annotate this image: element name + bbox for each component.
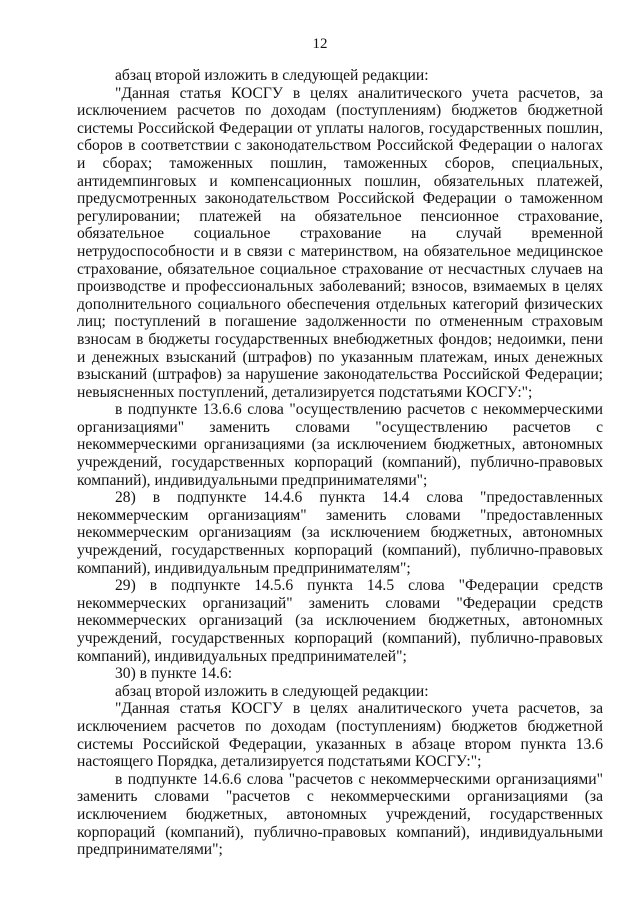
page-number: 12 [312,36,328,52]
document-body [77,67,603,859]
paragraph: "Данная статья КОСГУ в целях аналитического учета расчетов, за исключением расчетов по доходам (поступлениям) бюджетов бюджетной системы Российской Федерации от уплаты налогов, государственных пошлин, сборов в соответствии с законодательством Российской Федерации о налогах и сборах; таможенных пошлин, таможенных сборов, специальных, антидемпинговых и компенсационных пошлин, обязательных платежей, предусмотренных законодательством Российской Федерации о таможенном регулировании; платежей на обязательное пенсионное страхование, обязательное социальное страхование на случай временной нетрудоспособности и в связи с материнством, на обязательное медицинское страхование, обязательное социальное страхование от несчастных случаев на производстве и профессиональных заболеваний; взносов, взимаемых в целях дополнительного социального обеспечения отдельных категорий физических лиц; поступлений в погашение задолженности по отмененным страховым взносам в бюджеты государственных внебюджетных фондов; недоимки, пени и денежных взысканий (штрафов) по указанным платежам, иных денежных взысканий (штрафов) за нарушение законодательства Российской Федерации; невыясненных поступлений, детализируется подстатьями КОСГУ:"; [77,84,603,401]
paragraph: абзац второй изложить в следующей редакции: [115,682,429,700]
paragraph: "Данная статья КОСГУ в целях аналитического учета расчетов, за исключением расчетов по доходам (поступлениям) бюджетов бюджетной системы Российской Федерации, указанных в абзаце втором пункта 13.6 настоящего Порядка, детализируется подстатьями КОСГУ:"; [77,700,603,771]
paragraph: 30) в пункте 14.6: [115,665,233,683]
paragraph: 29) в подпункте 14.5.6 пункта 14.5 слова "Федерации средств некоммерческих организаций" заменить словами "Федерации средств некоммерческих организаций (за исключением бюджетных, автономных учреждений, государственных корпораций (компаний), публично-правовых компаний), индивидуальных предпринимателей"; [77,577,603,665]
paragraph: 28) в подпункте 14.4.6 пункта 14.4 слова "предоставленных некоммерческим организациям" заменить словами "предоставленных некоммерческим организациям (за исключением бюджетных, автономных учреждений, государственных корпораций (компаний), публично-правовых компаний), индивидуальным предпринимателям"; [77,489,603,577]
paragraph: абзац второй изложить в следующей редакции: [115,67,429,84]
paragraph: в подпункте 13.6.6 слова "осуществлению расчетов с некоммерческими организациями" заменить словами "осуществлению расчетов с некоммерческими организациями (за исключением бюджетных, автономных учреждений, государственных корпораций (компаний), публично-правовых компаний), индивидуальными предпринимателями"; [77,401,603,489]
paragraph: в подпункте 14.6.6 слова "расчетов с некоммерческими организациями" заменить словами "расчетов с некоммерческими организациями (за исключением бюджетных, автономных учреждений, государственных корпораций (компаний), публично-правовых компаний), индивидуальными предпринимателями"; [77,770,603,859]
